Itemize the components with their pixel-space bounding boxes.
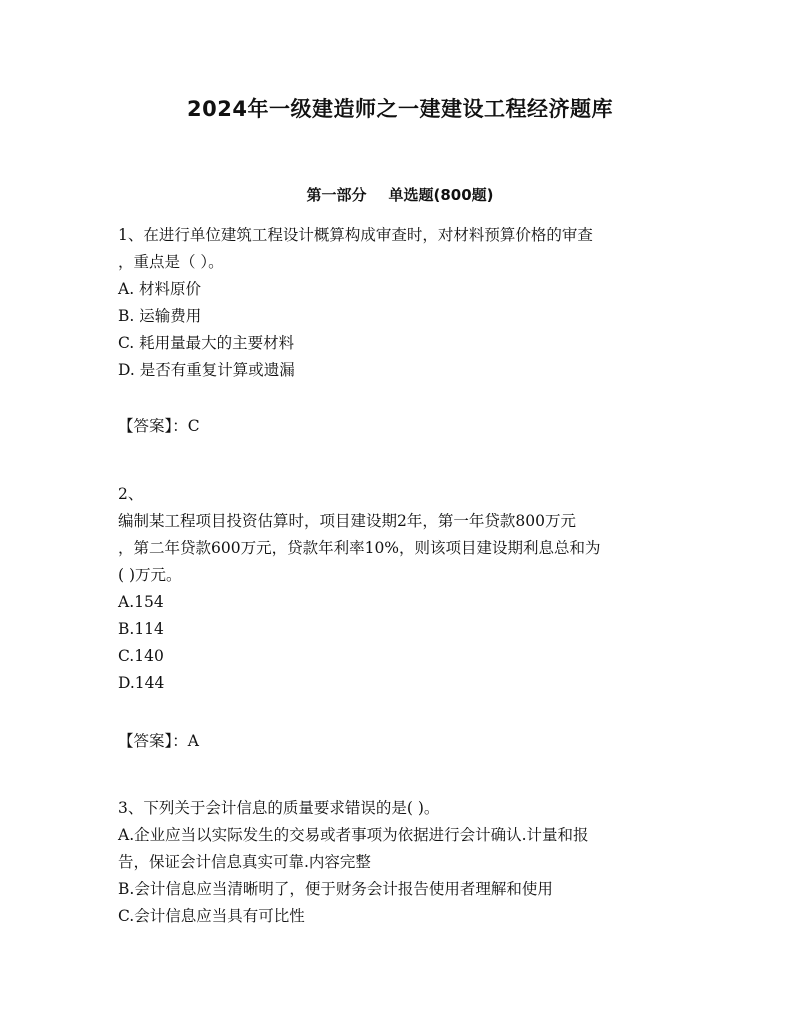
document-title: 2024年一级建造师之一建建设工程经济题库 <box>187 97 613 121</box>
question-stem-line: 编制某工程项目投资估算时，项目建设期2年，第一年贷款800万元 <box>118 512 576 530</box>
section-name-label: 单选题(800题) <box>388 186 494 204</box>
answer-value: C <box>187 417 200 435</box>
question-2 <box>118 481 688 697</box>
option-a: A.154 <box>118 593 164 611</box>
option-c: C.会计信息应当具有可比性 <box>118 907 305 925</box>
option-a-continued: 告，保证会计信息真实可靠.内容完整 <box>118 853 371 871</box>
option-d: D.144 <box>118 674 165 692</box>
question-stem-line: 3、下列关于会计信息的质量要求错误的是( )。 <box>118 799 440 817</box>
question-stem-line: ，重点是（ ）。 <box>118 253 224 271</box>
option-c: C.140 <box>118 647 164 665</box>
section-heading <box>0 183 800 207</box>
option-b: B.114 <box>118 620 164 638</box>
answer-1 <box>118 413 200 440</box>
option-a: A. 材料原价 <box>118 280 202 298</box>
option-b: B.会计信息应当清晰明了，便于财务会计报告使用者理解和使用 <box>118 880 553 898</box>
answer-2 <box>118 728 199 755</box>
question-stem-line: 1、在进行单位建筑工程设计概算构成审查时，对材料预算价格的审查 <box>118 226 593 244</box>
question-3 <box>118 795 688 930</box>
section-part-label: 第一部分 <box>306 186 367 204</box>
answer-label: 【答案】： <box>118 417 188 435</box>
option-c: C. 耗用量最大的主要材料 <box>118 334 295 352</box>
answer-label: 【答案】： <box>118 732 188 750</box>
question-stem-line: ，第二年贷款600万元，贷款年利率10%，则该项目建设期利息总和为 <box>118 539 601 557</box>
option-a: A.企业应当以实际发生的交易或者事项为依据进行会计确认.计量和报 <box>118 826 589 844</box>
question-1 <box>118 222 688 384</box>
question-stem-line: 2、 <box>118 485 144 503</box>
question-stem-line: ( )万元。 <box>118 566 182 584</box>
answer-value: A <box>187 732 199 750</box>
option-d: D. 是否有重复计算或遗漏 <box>118 361 295 379</box>
option-b: B. 运输费用 <box>118 307 202 325</box>
